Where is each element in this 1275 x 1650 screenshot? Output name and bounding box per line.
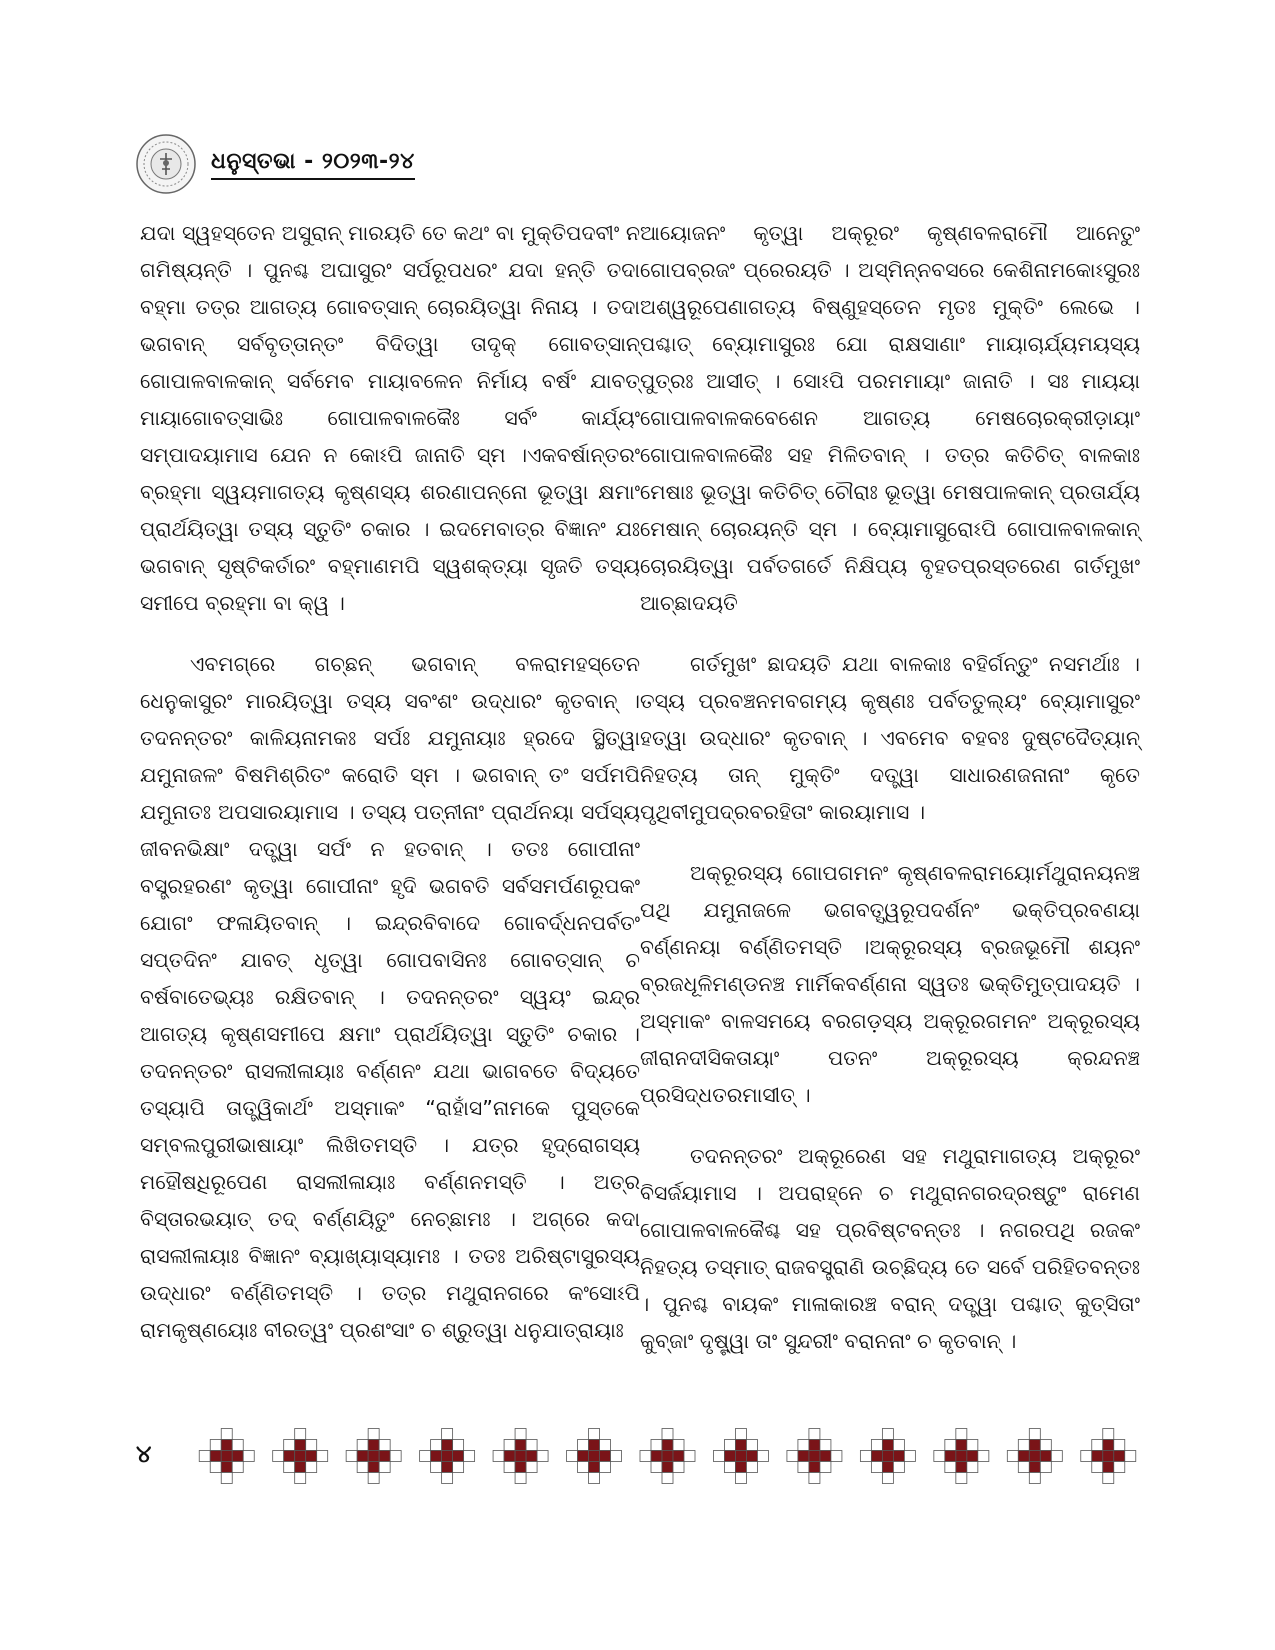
paragraph: ଗର୍ତମୁଖଂ ଛାଦୟତି ଯଥା ବାଳକାଃ ବହିର୍ଗନ୍ତୁଂ ନସମର୍ଥାଃ । ତସ୍ୟ ପ୍ରବଞ୍ଚନମବଗମ୍ୟ କୃଷ୍ଣଃ ପର୍ବତତୁଲ୍ୟଂ ବ୍ୟୋମାସୁରଂ ହତ୍ୱା ଉଦ୍ଧାରଂ କୃତବାନ୍ । ଏବମେବ ବହବଃ ଦୁଷ୍ଟଦୈତ୍ୟାନ୍ ନିହତ୍ୟ ତାନ୍ ମୁକ୍ତିଂ ଦତ୍ତ୍ୱା ସାଧାରଣଜନାନାଂ କୃତେ ପୃଥିବୀମୁପଦ୍ରବରହିତାଂ କାରୟାମାସ । [640,652,1140,824]
cross-motif-icon [1081,1429,1136,1484]
page-title: ଧନୁସ୍ତଭା - ୨୦୨୩-୨୪ [211,149,415,180]
cross-motif-icon [1007,1429,1062,1484]
cross-motif-icon [640,1429,695,1484]
paragraph: ଯଦା ସ୍ୱହସ୍ତେନ ଅସୁରାନ୍ ମାରୟତି ତେ କଥଂ ବା ମୁକ୍ତିପଦବୀଂ ନ ଗମିଷ୍ୟନ୍ତି । ପୁନଶ୍ଚ ଅଘାସୁରଂ ସର୍ପରୂପଧରଂ ଯଦା ହନ୍ତି ତଦା ବହ୍ମା ତତ୍ର ଆଗତ୍ୟ ଗୋବତ୍ସାନ୍ ଚୋରୟିତ୍ୱା ନିନାୟ । ତଦା ଭଗବାନ୍ ସର୍ବବୃତ୍ତାନ୍ତଂ ବିଦିତ୍ୱା ତାଦୃକ୍ ଗୋବତ୍ସାନ୍ ଗୋପାଳବାଳକାନ୍ ସର୍ବମେବ ମାୟାବଳେନ ନିର୍ମାୟ ବର୍ଷଂ ଯାବତ୍ ମାୟାଗୋବତ୍ସାଭିଃ ଗୋପାଳବାଳକୈଃ ସର୍ବଂ କାର୍ଯ୍ୟଂ ସମ୍ପାଦୟାମାସ ଯେନ ନ କୋଽପି ଜାନାତି ସ୍ମ ।ଏକବର୍ଷାନ୍ତରଂ ବ୍ରହ୍ମା ସ୍ୱୟମାଗତ୍ୟ କୃଷ୍ଣସ୍ୟ ଶରଣାପନ୍ନୋ ଭୂତ୍ୱା କ୍ଷମାଂ ପ୍ରାର୍ଥୟିତ୍ୱା ତସ୍ୟ ସ୍ତୁତିଂ ଚକାର । ଇଦମେବାତ୍ର ବିଜ୍ଞାନଂ ଯଃ ଭଗବାନ୍ ସୃଷ୍ଟିକର୍ତାରଂ ବହ୍ମାଣମପି ସ୍ୱଶକ୍ତ୍ୟା ସୃଜତି ତସ୍ୟ ସମୀପେ ବ୍ରହ୍ମା ବା କ୍ୱ । [140,221,640,615]
cross-motif-icon [273,1429,328,1484]
cross-motif-icon [934,1429,989,1484]
cross-motif-icon [860,1429,915,1484]
cross-motif-icon [567,1429,622,1484]
right-column [640,215,1140,1384]
cross-motif-icon [713,1429,768,1484]
cross-motif-icon [199,1429,254,1484]
decorative-border [190,1423,1145,1489]
page-header [135,133,415,195]
paragraph: ଏବମଗ୍ରେ ଗଚ୍ଛନ୍ ଭଗବାନ୍ ବଳରାମହସ୍ତେନ ଧେନୁକାସୁରଂ ମାରୟିତ୍ୱା ତସ୍ୟ ସବଂଶଂ ଉଦ୍ଧାରଂ କୃତବାନ୍ । ତଦନନ୍ତରଂ କାଳିୟନାମକଃ ସର୍ପଃ ଯମୁନାୟାଃ ହ୍ରଦେ ସ୍ଥିତ୍ୱା ଯମୁନାଜଳଂ ବିଷମିଶ୍ରିତଂ କରୋତି ସ୍ମ । ଭଗବାନ୍ ତଂ ସର୍ପମପି ଯମୁନାତଃ ଅପସାରୟାମାସ । ତସ୍ୟ ପତ୍ନୀନାଂ ପ୍ରାର୍ଥନୟା ସର୍ପସ୍ୟ ଜୀବନଭିକ୍ଷାଂ ଦତ୍ତ୍ୱା ସର୍ପଂ ନ ହତବାନ୍ । ତତଃ ଗୋପୀନାଂ ବସ୍ତ୍ରହରଣଂ କୃତ୍ୱା ଗୋପୀନାଂ ହୃଦି ଭଗବତି ସର୍ବସମର୍ପଣରୂପକଂ ଯୋଗଂ ଫଳାୟିତବାନ୍ । ଇନ୍ଦ୍ରବିବାଦେ ଗୋବର୍ଦ୍ଧନପର୍ବତଂ ସପ୍ତଦିନଂ ଯାବତ୍ ଧୃତ୍ୱା ଗୋପବାସିନଃ ଗୋବତ୍ସାନ୍ ଚ ବର୍ଷବାତେଭ୍ୟଃ ରକ୍ଷିତବାନ୍ । ତଦନନ୍ତରଂ ସ୍ୱୟଂ ଇନ୍ଦ୍ର ଆଗତ୍ୟ କୃଷ୍ଣସମୀପେ କ୍ଷମାଂ ପ୍ରାର୍ଥୟିତ୍ୱା ସ୍ତୁତିଂ ଚକାର । ତଦନନ୍ତରଂ ରାସଲୀଳାୟାଃ ବର୍ଣ୍ଣନଂ ଯଥା ଭାଗବତେ ବିଦ୍ୟତେ ତସ୍ୟାପି ତାତ୍ତ୍ୱିକାର୍ଥଂ ଅସ୍ମାକଂ “ରାହାଁସ”ନାମକେ ପୁସ୍ତକେ ସମ୍ବଲପୁରୀଭାଷାୟାଂ ଲିଖିତମସ୍ତି । ଯତ୍ର ହୃଦ୍ରୋଗସ୍ୟ ମହୌଷଧିରୂପେଣ ରାସଲୀଳାୟାଃ ବର୍ଣ୍ଣନମସ୍ତି । ଅତ୍ର ବିସ୍ତାରଭୟାତ୍ ତଦ୍ ବର୍ଣ୍ଣୟିତୁଂ ନେଚ୍ଛାମଃ । ଅଗ୍ରେ କଦା ରାସଲୀଳାୟାଃ ବିଜ୍ଞାନଂ ବ୍ୟାଖ୍ୟାସ୍ୟାମଃ । ତତଃ ଅରିଷ୍ଟାସୁରସ୍ୟ ଉଦ୍ଧାରଂ ବର୍ଣ୍ଣିତମସ୍ତି । ତତ୍ର ମଥୁରାନଗରେ କଂସୋଽପି ରାମକୃଷ୍ଣୟୋଃ ବୀରତ୍ୱଂ ପ୍ରଶଂସାଂ ଚ ଶ୍ରୁତ୍ୱା ଧନୁଯାତ୍ରାୟାଃ [140,652,640,1342]
seal-emblem-icon [135,133,197,195]
page-number: ୪ [136,1440,152,1468]
cross-motif-icon [420,1429,475,1484]
cross-motif-icon [787,1429,842,1484]
paragraph: ତଦନନ୍ତରଂ ଅକ୍ରୂରେଣ ସହ ମଥୁରାମାଗତ୍ୟ ଅକ୍ରୂରଂ ବିସର୍ଜୟାମାସ । ଅପରାହ୍ନେ ଚ ମଥୁରାନଗରଦ୍ରଷ୍ଟୁଂ ରାମେଣ ଗୋପାଳବାଳକୈଶ୍ଚ ସହ ପ୍ରବିଷ୍ଟବନ୍ତଃ । ନଗରପଥି ରଜକଂ ନିହତ୍ୟ ତସ୍ମାତ୍ ରାଜବସ୍ତ୍ରାଣି ଉଚ୍ଛିଦ୍ୟ ତେ ସର୍ବେ ପରିହିତବନ୍ତଃ । ପୁନଶ୍ଚ ବାୟକଂ ମାଳାକାରଞ୍ଚ ବରାନ୍ ଦତ୍ତ୍ୱା ପଶ୍ଚାତ୍ କୁତ୍ସିତାଂ କୁବ୍ଜାଂ ଦୃଷ୍ଟ୍ୱା ତାଂ ସୁନ୍ଦରୀଂ ବରାନନାଂ ଚ କୃତବାନ୍ । [640,1144,1140,1353]
paragraph: ଅକ୍ରୂରସ୍ୟ ଗୋପଗମନଂ କୃଷ୍ଣବଳରାମୟୋର୍ମଥୁରାନୟନଞ୍ଚ ପଥି ଯମୁନାଜଳେ ଭଗବତ୍ସ୍ୱରୂପଦର୍ଶନଂ ଭକ୍ତିପ୍ରବଣୟା ବର୍ଣ୍ଣନୟା ବର୍ଣ୍ଣିତମସ୍ତି ।ଅକ୍ରୂରସ୍ୟ ବ୍ରଜଭୂମୌ ଶୟନଂ ବ୍ରଜଧୂଳିମଣ୍ଡନଞ୍ଚ ମାର୍ମିକବର୍ଣ୍ଣନା ସ୍ୱତଃ ଭକ୍ତିମୁତ୍ପାଦୟତି । ଅସ୍ମାକଂ ବାଳସମୟେ ବରଗଡ଼ସ୍ୟ ଅକ୍ରୂରଗମନଂ ଅକ୍ରୂରସ୍ୟ ଜୀରାନଦୀସିକତାୟାଂ ପତନଂ ଅକ୍ରୂରସ୍ୟ କ୍ରନ୍ଦନଞ୍ଚ ପ୍ରସିଦ୍ଧତରମାସୀତ୍ । [640,861,1140,1107]
cross-motif-icon [493,1429,548,1484]
left-column [140,215,640,1373]
paragraph: ଆୟୋଜନଂ କୃତ୍ୱା ଅକ୍ରୂରଂ କୃଷ୍ଣବଳରାମୌ ଆନେତୁଂ ଗୋପବ୍ରଜଂ ପ୍ରେରୟତି । ଅସ୍ମିନ୍ନବସରେ କେଶିନାମକୋଽସୁରଃ ଅଶ୍ୱରୂପେଣାଗତ୍ୟ ବିଷ୍ଣୁହସ୍ତେନ ମୃତଃ ମୁକ୍ତିଂ ଲେଭେ । ପଶ୍ଚାତ୍ ବ୍ୟୋମାସୁରଃ ଯୋ ରାକ୍ଷସାଣାଂ ମାୟାଚାର୍ଯ୍ୟମୟସ୍ୟ ପୁତ୍ରଃ ଆସୀତ୍ । ସୋଽପି ପରମମାୟାଂ ଜାନାତି । ସଃ ମାୟୟା ଗୋପାଳବାଳକବେଶେନ ଆଗତ୍ୟ ମେଷଚୋରକ୍ରୀଡ଼ାୟାଂ ଗୋପାଳବାଳକୈଃ ସହ ମିଳିତବାନ୍ । ତତ୍ର କତିଚିତ୍ ବାଳକାଃ ମେଷାଃ ଭୂତ୍ୱା କତିଚିତ୍ ଚୌରାଃ ଭୂତ୍ୱା ମେଷପାଳକାନ୍ ପ୍ରତାର୍ଯ୍ୟ ମେଷାନ୍ ଚୋରୟନ୍ତି ସ୍ମ । ବ୍ୟୋମାସୁରୋଽପି ଗୋପାଳବାଳକାନ୍ ଚୋରୟିତ୍ୱା ପର୍ବତଗର୍ତେ ନିକ୍ଷିପ୍ୟ ବୃହତପ୍ରସ୍ତରେଣ ଗର୍ତମୁଖଂ ଆଚ୍ଛାଦୟତି [640,221,1140,615]
cross-motif-icon [346,1429,401,1484]
